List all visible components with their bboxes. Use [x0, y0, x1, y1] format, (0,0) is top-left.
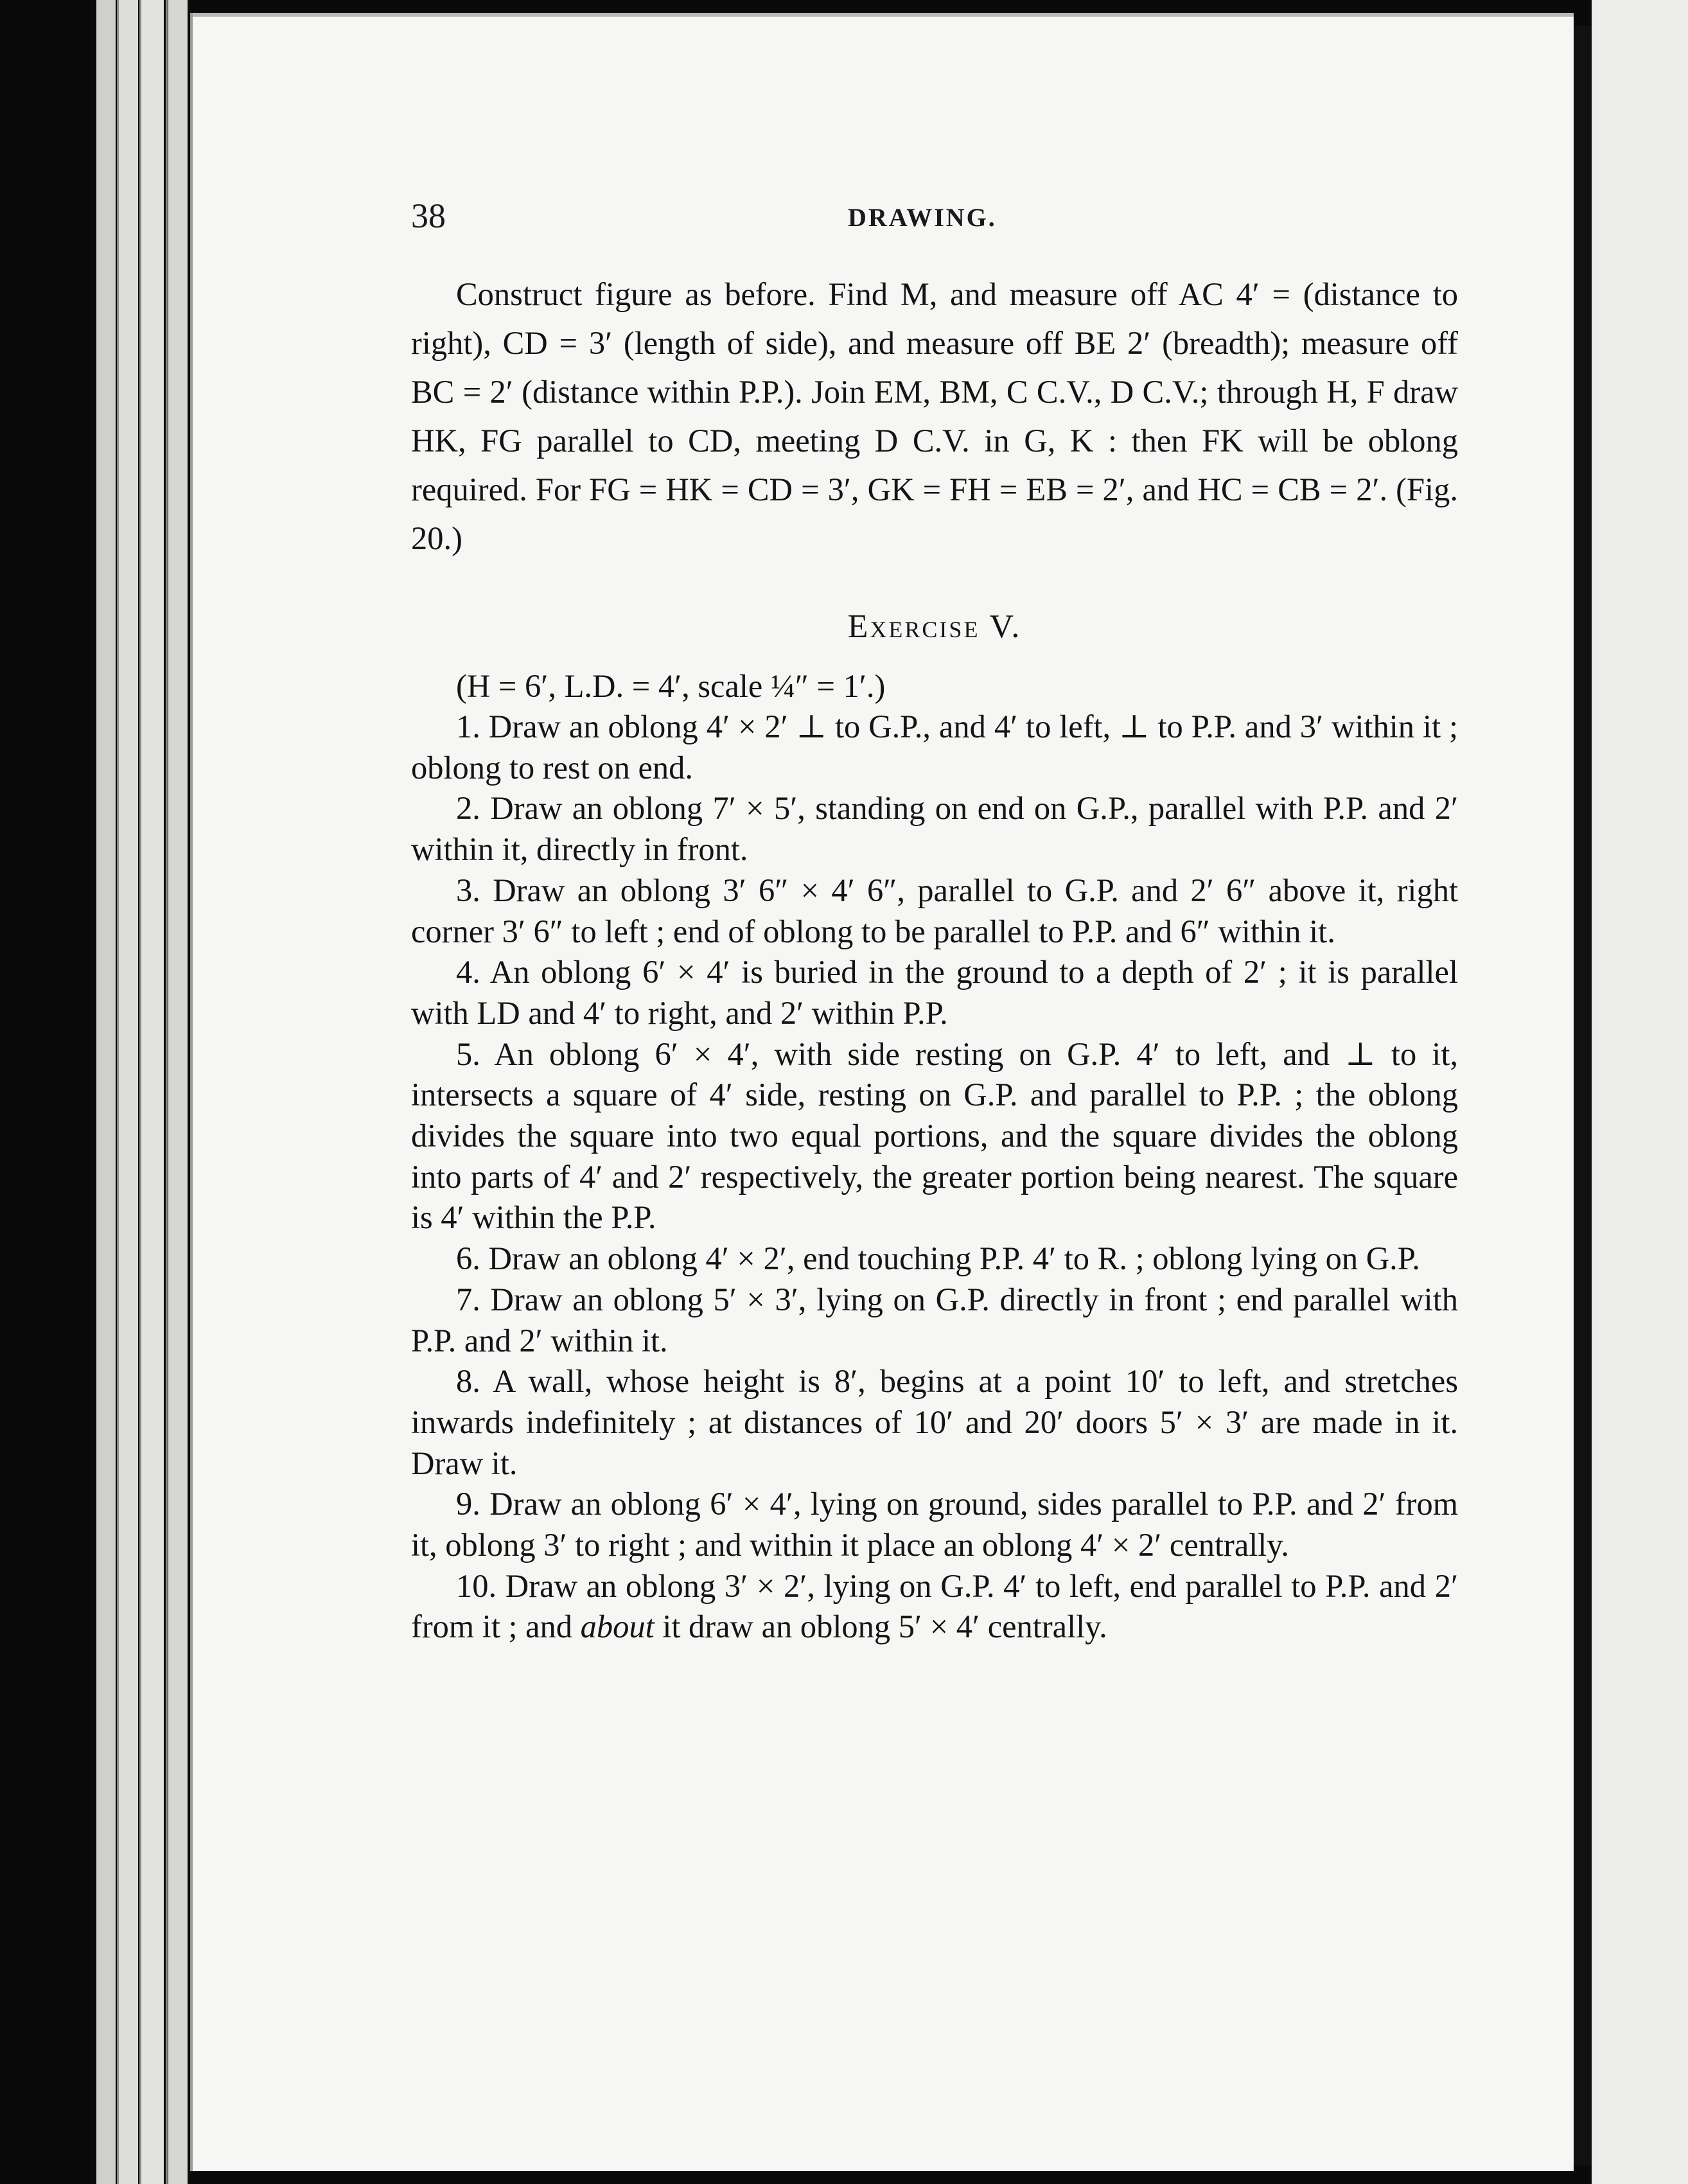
exercise-item: 5. An oblong 6′ × 4′, with side resting on G.P. 4′ to left, and ⊥ to it, intersects a square of 4′ side, resting on G.P. and parallel to P.P. ; the oblong divides the square into two equal portions, and the square divides the oblong into parts of 4′ and 2′ respectively, the greater portion being nearest. The square is 4′ within the P.P.	[411, 1035, 1458, 1236]
intro-section	[411, 270, 1458, 563]
page-header	[411, 196, 1458, 241]
page-edge-line	[166, 0, 168, 2184]
page-body	[411, 270, 1458, 1648]
item-emphasis: about	[580, 1608, 655, 1645]
exercise-item: 6. Draw an oblong 4′ × 2′, end touching P.P. 4′ to R. ; oblong lying on G.P.	[456, 1240, 1420, 1277]
page-edge	[119, 0, 138, 2184]
page-edge	[96, 0, 116, 2184]
item-text: 10. Draw an oblong 3′ × 2′, lying on G.P. 4′ to left, end parallel to P.P. and 2′ from it ; and	[411, 1567, 1458, 1645]
intro-paragraph: Construct figure as before. Find M, and measure off AC 4′ = (distance to right), CD = 3′ (length of side), and measure off BE 2′ (breadth); measure off BC = 2′ (distance within P.P.). Join EM, BM, C C.V., D C.V.; through H, F draw HK, FG parallel to CD, meeting D C.V. in G, K : then FK will be oblong required. For FG = HK = CD = 3′, GK = FH = EB = 2′, and HC = CB = 2′. (Fig. 20.)	[411, 276, 1458, 556]
page-edge	[141, 0, 164, 2184]
adjacent-page	[1592, 0, 1688, 2184]
page-top-edge	[193, 13, 1574, 17]
exercise-item: 2. Draw an oblong 7′ × 5′, standing on end on G.P., parallel with P.P. and 2′ within it, directly in front.	[411, 790, 1458, 868]
exercise-heading: Exercise V.	[847, 608, 1022, 645]
page-edge-line	[117, 0, 119, 2184]
exercise-list	[411, 707, 1458, 1648]
page-edge-line	[139, 0, 141, 2184]
exercise-item: 4. An oblong 6′ × 4′ is buried in the ground to a depth of 2′ ; it is parallel with LD and 4′ to right, and 2′ within P.P.	[411, 954, 1458, 1031]
running-title: DRAWING.	[848, 203, 997, 232]
item-text: it draw an oblong 5′ × 4′ centrally.	[654, 1608, 1107, 1645]
exercise-item: 8. A wall, whose height is 8′, begins at a point 10′ to left, and stretches inwards indefinitely ; at distances of 10′ and 20′ doors 5′ × 3′ are made in it. Draw it.	[411, 1363, 1458, 1481]
exercise-item	[411, 1566, 1458, 1648]
exercise-scale: (H = 6′, L.D. = 4′, scale ¼″ = 1′.)	[456, 668, 886, 704]
exercise-item: 1. Draw an oblong 4′ × 2′ ⊥ to G.P., and 4′ to left, ⊥ to P.P. and 3′ within it ; oblong to rest on end.	[411, 709, 1458, 786]
exercise-item: 3. Draw an oblong 3′ 6″ × 4′ 6″, parallel to G.P. and 2′ 6″ above it, right corner 3′ 6″ to left ; end of oblong to be parallel to P.P. and 6″ within it.	[411, 872, 1458, 949]
page-number: 38	[411, 197, 446, 235]
exercise-item: 7. Draw an oblong 5′ × 3′, lying on G.P. directly in front ; end parallel with P.P. and 2′ within it.	[411, 1281, 1458, 1359]
exercise-item: 9. Draw an oblong 6′ × 4′, lying on ground, sides parallel to P.P. and 2′ from it, oblong 3′ to right ; and within it place an oblong 4′ × 2′ centrally.	[411, 1486, 1458, 1563]
page-gutter-shadow	[1574, 26, 1592, 2165]
page-edge	[168, 0, 188, 2184]
